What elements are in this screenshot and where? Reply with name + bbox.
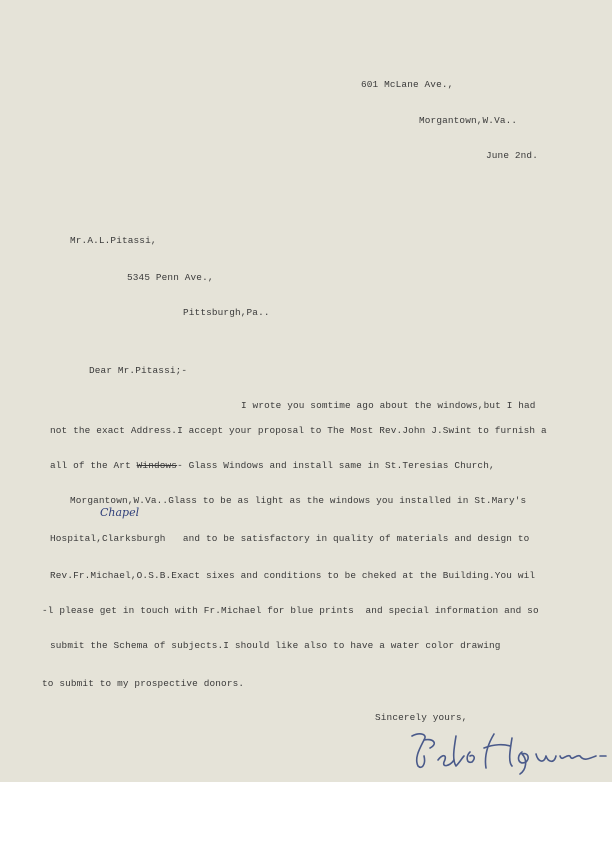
body-line-3-start: all of the Art (50, 460, 137, 471)
body-line-7: -l please get in touch with Fr.Michael for blue prints and special information and so (42, 605, 539, 616)
closing: Sincerely yours, (375, 712, 468, 723)
handwritten-insert: Chapel (100, 506, 140, 519)
struck-word: Windows (136, 460, 178, 471)
sender-address-line2: Morgantown,W.Va.. (419, 115, 518, 126)
recipient-city: Pittsburgh,Pa.. (183, 307, 270, 318)
recipient-street: 5345 Penn Ave., (127, 272, 214, 283)
salutation: Dear Mr.Pitassi;- (89, 365, 188, 376)
body-line-6: Rev.Fr.Michael,O.S.B.Exact sixes and conditions to be cheked at the Building.You wil (50, 570, 536, 581)
body-line-1: I wrote you somtime ago about the windows,but I had (241, 400, 536, 411)
body-line-3 (50, 460, 495, 471)
body-line-4: Morgantown,W.Va..Glass to be as light as the windows you installed in St.Mary's (70, 495, 527, 506)
body-line-5: Hospital,Clarksburgh and to be satisfactory in quality of materials and design to (50, 533, 530, 544)
scan-margin (0, 782, 612, 842)
body-line-2: not the exact Address.I accept your proposal to The Most Rev.John J.Swint to furnish a (50, 425, 547, 436)
signature-image (404, 726, 610, 778)
body-line-8: submit the Schema of subjects.I should like also to have a water color drawing (50, 640, 501, 651)
recipient-name: Mr.A.L.Pitassi, (70, 235, 157, 246)
body-line-3-end: - Glass Windows and install same in St.Teresias Church, (177, 460, 495, 471)
letter-date: June 2nd. (486, 150, 538, 161)
sender-address-line1: 601 McLane Ave., (361, 79, 454, 90)
body-line-9: to submit to my prospective donors. (42, 678, 245, 689)
